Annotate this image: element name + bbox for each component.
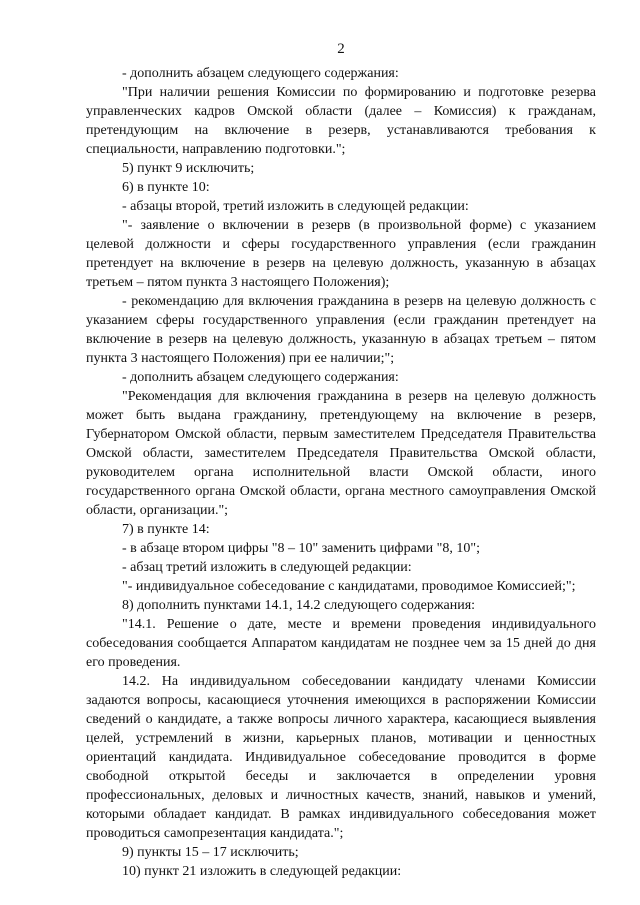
paragraph: - абзацы второй, третий изложить в следующей редакции: — [122, 199, 469, 214]
paragraph: "- индивидуальное собеседование с кандидатами, проводимое Комиссией;"; — [122, 579, 576, 594]
paragraph: 8) дополнить пунктами 14.1, 14.2 следующего содержания: — [122, 598, 476, 613]
paragraph: "Рекомендация для включения гражданина в резерв на целевую должность может быть выдана гражданину, претендующему на включение в резерв, Губернатором Омской области, первым заместителем Председателя Правительства Омской области, заместителем Председателя Правительства Омской области, руководителем органа исполнительной власти Омской области, иного государственного органа Омской области, органа местного самоуправления Омской области, организации."; — [86, 389, 596, 518]
page-number: 2 — [337, 41, 345, 57]
paragraph: 5) пункт 9 исключить; — [122, 161, 255, 176]
paragraph: 14.2. На индивидуальном собеседовании кандидату членами Комиссии задаются вопросы, касающиеся уточнения имеющихся в распоряжении Комиссии сведений о кандидате, а также вопросы личного характера, касающиеся выявления целей, устремлений в жизни, карьерных планов, мотивации и ценностных ориентаций кандидата. Индивидуальное собеседование проводится в форме свободной открытой беседы и заключается в определении уровня профессиональных, деловых и личностных качеств, знаний, навыков и умений, которыми обладает кандидат. В рамках индивидуального собеседования может проводиться самопрезентация кандидата."; — [86, 674, 596, 841]
paragraph: - абзац третий изложить в следующей редакции: — [122, 560, 412, 575]
paragraph: "- заявление о включении в резерв (в произвольной форме) с указанием целевой должности и сферы государственного управления (если гражданин претендует на включение в резерв на целевую должность, указанную в абзацах третьем – пятом пункта 3 настоящего Положения); — [86, 218, 596, 290]
paragraph: 6) в пункте 10: — [122, 180, 210, 195]
paragraph: "При наличии решения Комиссии по формированию и подготовке резерва управленческих кадров Омской области (далее – Комиссия) к гражданам, претендующим на включение в резерв, устанавливаются требования к специальности, направлению подготовки."; — [86, 85, 596, 157]
paragraph: "14.1. Решение о дате, месте и времени проведения индивидуального собеседования сообщается Аппаратом кандидатам не позднее чем за 15 дней до дня его проведения. — [86, 617, 596, 670]
paragraph: 9) пункты 15 – 17 исключить; — [122, 845, 299, 860]
paragraph: - дополнить абзацем следующего содержания: — [122, 66, 399, 81]
paragraph: - рекомендацию для включения гражданина в резерв на целевую должность с указанием сферы государственного управления (если гражданин претендует на включение в резерв на целевую должность, указанную в абзацах третьем – пятом пункта 3 настоящего Положения) при ее наличии;"; — [86, 294, 596, 366]
document-body — [86, 64, 596, 881]
paragraph: 10) пункт 21 изложить в следующей редакции: — [122, 864, 402, 879]
paragraph: - дополнить абзацем следующего содержания: — [122, 370, 399, 385]
paragraph: 7) в пункте 14: — [122, 522, 210, 537]
paragraph: - в абзаце втором цифры "8 – 10" заменить цифрами "8, 10"; — [122, 541, 480, 556]
